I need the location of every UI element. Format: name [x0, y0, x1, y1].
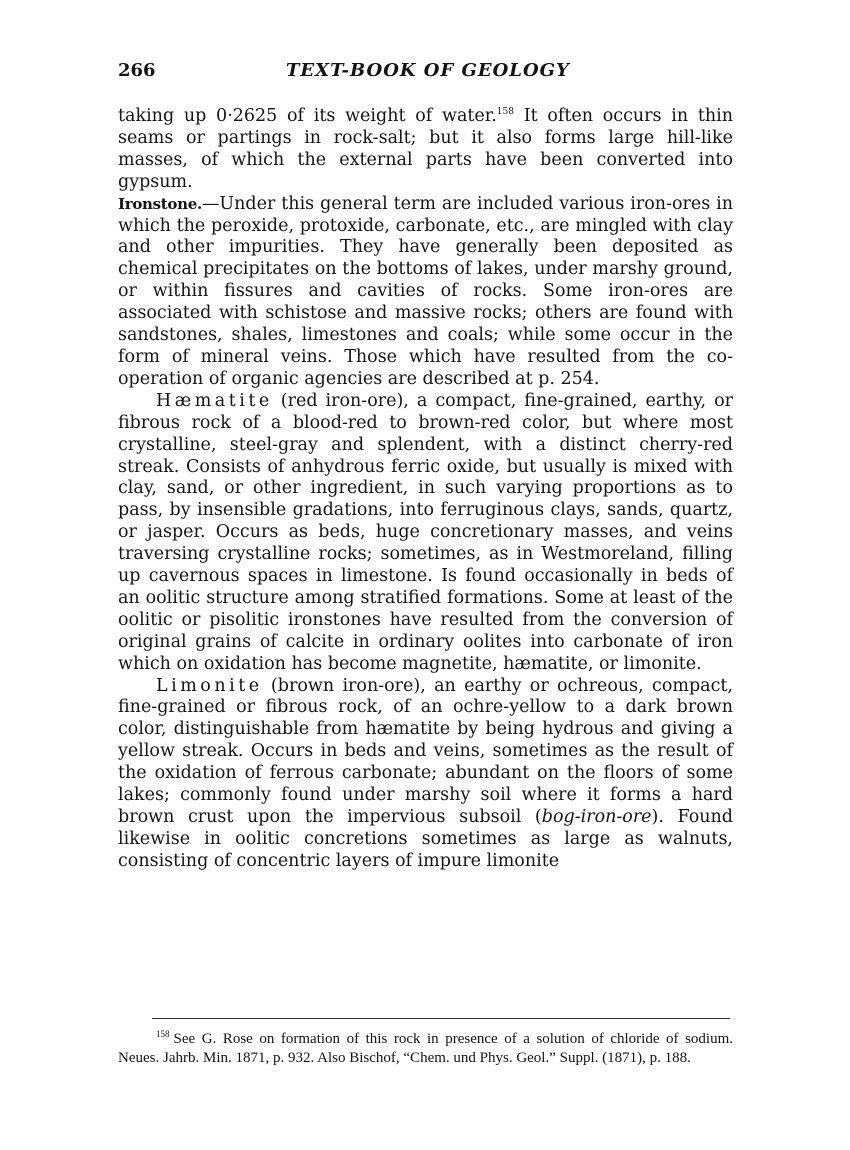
paragraph-text: (red iron-ore), a compact, fine-grained, earthy, or fibrous rock of a blood-red to brown-red color, but where most crystalline, steel-gray and splendent, with a distinct cherry-red streak. Consists of anhydrous ferric oxide, but usually is mixed with clay, sand, or other ingredient, in such varying proportions as to pass, by insensible gradations, into ferruginous clays, sands, quartz, or jasper. Occurs as beds, huge concretionary masses, and veins traversing crystalline rocks; sometimes, as in Westmoreland, filling up cavernous spaces in limestone. Is found occasionally in beds of an oolitic structure among stratified formations. Some at least of the oolitic or pisolitic ironstones have resulted from the conversion of original grains of calcite in ordinary oolites into carbonate of iron which on oxidation has become magnetite, hæmatite, or limonite.: [118, 390, 733, 674]
page-number: 266: [118, 60, 156, 81]
term-haematite: Hæmatite: [156, 390, 273, 411]
paragraph-text: —Under this general term are included various iron-ores in which the peroxide, protoxide, carbonate, etc., are mingled with clay and other impurities. They have generally been deposited as chemical precipitates on the bottoms of lakes, under marshy ground, or within fissures and cavities of rocks. Some iron-ores are associated with schistose and massive rocks; others are found with sandstones, shales, limestones and coals; while some occur in the form of mineral veins. Those which have resulted from the co-operation of organic agencies are described at p. 254.: [118, 193, 733, 389]
paragraph-ironstone: [118, 194, 733, 391]
paragraph-text: It often occurs in thin seams or partings in rock-salt; but it also forms large hill-like masses, of which the external parts have been converted into gypsum.: [118, 106, 733, 192]
footnote-divider: [152, 1018, 730, 1019]
footnote-number: 158: [156, 1029, 170, 1039]
page-content: [118, 60, 733, 873]
paragraph-text: ). Found likewise in oolitic concretions sometimes as large as walnuts, consisting of concentric layers of impure limonite: [118, 807, 734, 871]
paragraph-text: (brown iron-ore), an earthy or ochreous, compact, fine-grained or fibrous rock, of an ochre-yellow to a dark brown color, distinguishable from hæmatite by being hydrous and giving a yellow streak. Occurs in beds and veins, sometimes as the result of the oxidation of ferrous carbonate; abundant on the floors of some lakes; commonly found under marshy soil where it forms a hard brown crust upon the impervious subsoil (: [118, 675, 733, 827]
paragraph-limonite: [118, 676, 733, 873]
paragraph-haematite: [118, 391, 733, 676]
footnote-reference: 158: [496, 107, 514, 118]
running-header: [118, 60, 733, 88]
running-title: TEXT-BOOK OF GEOLOGY: [286, 60, 570, 81]
section-heading-ironstone: Ironstone.: [118, 194, 202, 213]
italic-term: bog-iron-ore: [541, 807, 652, 827]
footnote: [118, 1030, 733, 1068]
body-text: [118, 106, 733, 873]
footnotes: [118, 1030, 733, 1068]
paragraph-text: taking up 0·2625 of its weight of water.: [118, 106, 497, 126]
footnote-text: See G. Rose on formation of this rock in presence of a solution of chloride of sodium. Neues. Jahrb. Min. 1871, p. 932. Also Bischof, “Chem. und Phys. Geol.” Suppl. (1871), p. 188.: [118, 1031, 733, 1066]
paragraph-gypsum-continuation: [118, 106, 733, 194]
term-limonite: Limonite: [156, 675, 263, 696]
